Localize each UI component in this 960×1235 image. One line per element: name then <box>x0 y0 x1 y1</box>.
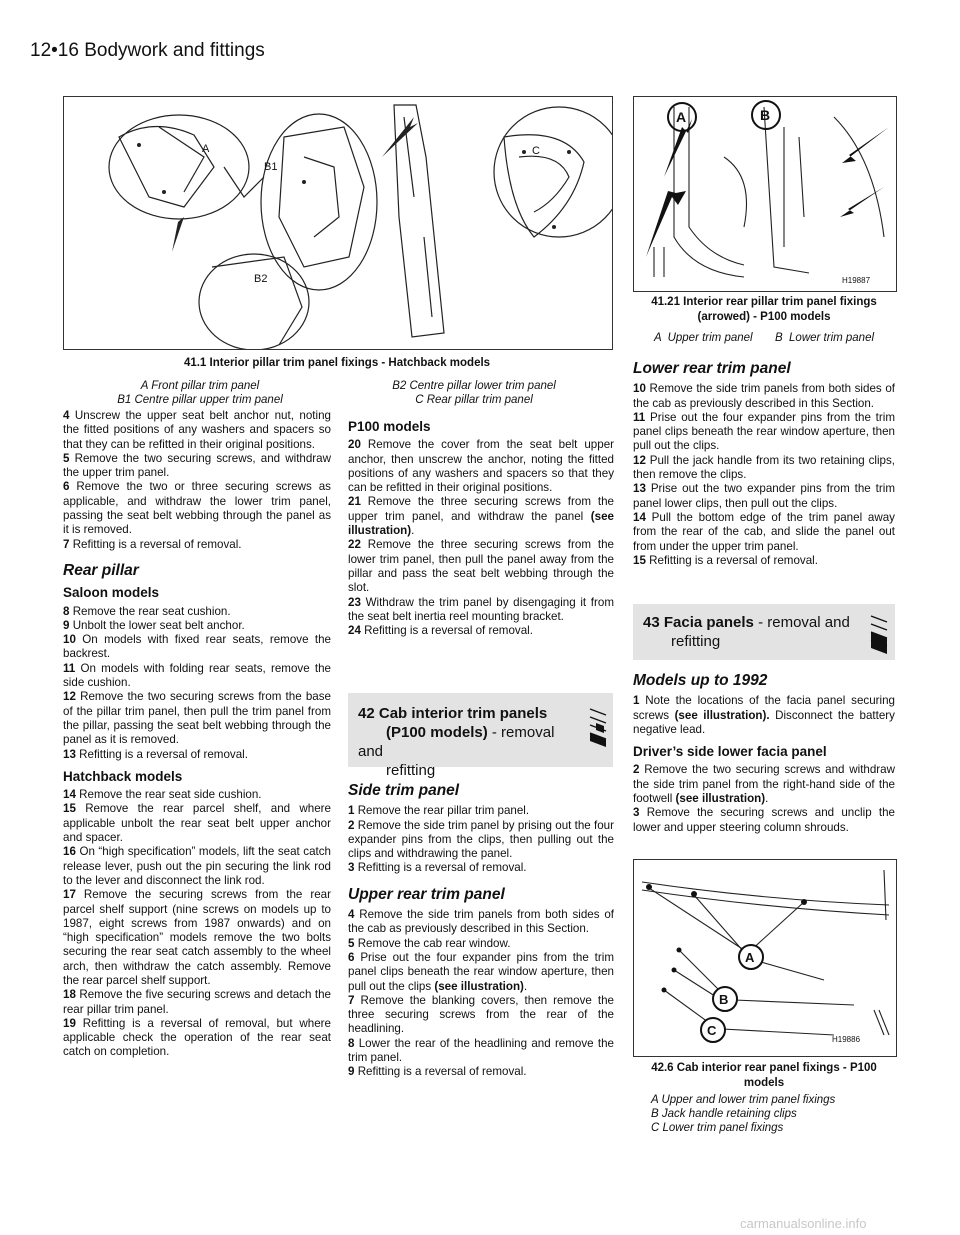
watermark: carmanualsonline.info <box>740 1216 867 1231</box>
legend-42-6 <box>651 1093 895 1135</box>
heading-models-1992: Models up to 1992 <box>633 672 768 689</box>
heading-saloon: Saloon models <box>63 585 160 601</box>
column-3-lower: Models up to 1992 1 Note the locations of the facia panel securing screws (see illustration). Disconnect the battery negative lead. Driver’s side lower facia panel 2 Remove the two securing screws and withdraw the side trim panel from the right-hand side of the footwell (see illustration). 3 Remove the securing screws and unclip the lower and upper steering column shrouds. <box>633 672 895 834</box>
figure-42-6 <box>633 859 897 1057</box>
fig-label-a: A <box>745 950 755 965</box>
heading-hatchback: Hatchback models <box>63 768 183 784</box>
rear-pillar-illustration <box>634 97 896 291</box>
fig-label-c: C <box>707 1023 717 1038</box>
legend-41-21: A Upper trim panel B Lower trim panel <box>653 332 875 344</box>
legend-line: A Front pillar trim panel <box>140 380 260 392</box>
legend-41-1-right <box>337 379 611 407</box>
caption-41-21: 41.21 Interior rear pillar trim panel fixings (arrowed) - P100 models <box>651 296 877 323</box>
fig-label-b: B <box>760 107 771 123</box>
legend-line: B2 Centre pillar lower trim panel <box>392 380 556 392</box>
column-3: Lower rear trim panel 10 Remove the side trim panels from both sides of the cab as previously described in this Section. 11 Prise out the four expander pins from the trim panel clips beneath the rear window aperture, then pull out the clips. 12 Pull the jack handle from its two retaining clips, then remove the clips. 13 Prise out the two expander pins from the trim panel lower clips, then pull out the clips. 14 Pull the bottom edge of the trim panel away from the rear of the cab, and slide the panel out from under the upper trim panel. 15 Refitting is a reversal of removal. <box>633 360 895 567</box>
pillar-trim-illustration <box>64 97 612 349</box>
heading-rear-pillar: Rear pillar <box>63 561 139 579</box>
fig-label-c: C <box>532 145 540 157</box>
cab-rear-panel-illustration <box>634 860 896 1056</box>
section-43-box: 43 Facia panels - removal and refitting <box>633 604 895 660</box>
fig-label-b: B <box>719 992 729 1007</box>
figure-41-21 <box>633 96 897 292</box>
column-1: 4 Unscrew the upper seat belt anchor nut, noting the fitted positions of any washers and spacers so that they can be refitted in their original positions. 5 Remove the two securing screws, and withdraw the upper trim panel. 6 Remove the two or three securing screws as applicable, and withdraw the lower trim panel, passing the seat belt webbing through the panel as it is removed. 7 Refitting is a reversal of removal. Rear pillar Saloon models 8 Remove the rear seat cushion. 9 Unbolt the lower seat belt anchor. 10 On models with fixed rear seats, remove the backrest. 11 On models with folding rear seats, remove the side cushion. 12 Remove the two securing screws from the base of the pillar trim panel, then pull the trim panel from the pillar, passing the seat belt webbing through the panel as it is removed. 13 Refitting is a reversal of removal. Hatchback models 14 Remove the rear seat side cushion. 15 Remove the rear parcel shelf, and where applicable unbolt the rear seat belt upper anchor and spacer. 16 On “high specification” models, lift the seat catch release lever, push out the pin securing the link rod to the lever and disconnect the link rod. 17 Remove the securing screws from the rear parcel shelf support (nine screws on models up to 1987, eight screws from 1987 onwards) and on “high specification” models remove the two bolts securing the rear seat catch assembly to the wheel arch, then withdraw the catch assembly. Remove the rear parcel shelf support. 18 Remove the five securing screws and detach the rear pillar trim panel. 19 Refitting is a reversal of removal, but where applicable check the operation of the rear seat catch on completion. <box>63 409 331 1059</box>
fig-label-a: A <box>676 109 687 125</box>
caption-42-6: 42.6 Cab interior rear panel fixings - P100 models <box>651 1062 877 1089</box>
fig-code: H19887 <box>842 276 871 285</box>
column-2-lower: Side trim panel 1 Remove the rear pillar trim panel. 2 Remove the side trim panel by prising out the four expander pins from the clips, then pulling out the clips and withdrawing the panel. 3 Refitting is a reversal of removal. Upper rear trim panel 4 Remove the side trim panels from both sides of the cab as previously described in this Section. 5 Remove the cab rear window. 6 Prise out the four expander pins from the trim panel clips beneath the rear window aperture, then pull out the clips (see illustration). 7 Remove the blanking covers, then remove the three securing screws from the rear of the headlining. 8 Lower the rear of the headlining and remove the trim panel. 9 Refitting is a reversal of removal. <box>348 782 614 1079</box>
heading-driver-side: Driver’s side lower facia panel <box>633 744 827 760</box>
legend-41-1-left <box>63 379 337 407</box>
difficulty-spanner-icon <box>586 703 610 749</box>
fig-code: H19886 <box>832 1035 861 1044</box>
caption-41-1: 41.1 Interior pillar trim panel fixings - Hatchback models <box>183 357 491 369</box>
fig-label-a: A <box>202 143 210 155</box>
difficulty-spanner-icon <box>867 610 891 656</box>
legend-line: B1 Centre pillar upper trim panel <box>117 394 283 406</box>
legend-line: B Jack handle retaining clips <box>651 1108 797 1120</box>
heading-side-trim: Side trim panel <box>348 782 460 799</box>
legend-line: C Rear pillar trim panel <box>415 394 533 406</box>
heading-lower-rear-trim: Lower rear trim panel <box>633 360 791 377</box>
legend-line: A Upper and lower trim panel fixings <box>651 1094 836 1106</box>
figure-41-1 <box>63 96 613 350</box>
fig-label-b2: B2 <box>254 273 268 285</box>
heading-p100: P100 models <box>348 419 431 434</box>
fig-label-b1: B1 <box>264 161 278 173</box>
column-2: P100 models 20 Remove the cover from the seat belt upper anchor, then unscrew the anchor, noting the fitted positions of any washers and spacers so that they can be refitted in their original positions. 21 Remove the three securing screws from the upper trim panel, and withdraw the panel (see illustration). 22 Remove the three securing screws from the lower trim panel, then pull the panel away from the pillar and pass the seat belt webbing through the slot. 23 Withdraw the trim panel by disengaging it from the seat belt inertia reel mounting bracket. 24 Refitting is a reversal of removal. <box>348 419 615 638</box>
legend-line: C Lower trim panel fixings <box>651 1122 784 1134</box>
heading-upper-rear-trim: Upper rear trim panel <box>348 885 505 903</box>
page-header: 12•16 Bodywork and fittings <box>30 40 265 61</box>
section-42-box: 42 Cab interior trim panels (P100 models) - removal and refitting <box>348 693 613 767</box>
